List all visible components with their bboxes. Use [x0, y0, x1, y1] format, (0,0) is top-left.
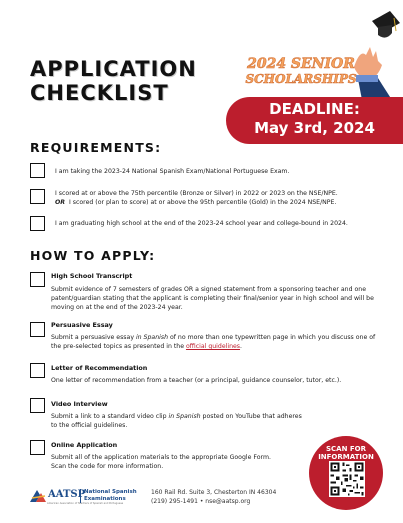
- video-body-b: posted on YouTube that adheres to the official guidelines.: [51, 413, 302, 429]
- video-body-a: Submit a link to a standard video clip: [51, 413, 169, 420]
- apply-item-essay: [51, 321, 386, 351]
- apply-item-title: Online Application: [51, 441, 118, 449]
- how-to-apply-heading: HOW TO APPLY:: [30, 248, 156, 263]
- video-body-italic: in Spanish: [168, 413, 201, 420]
- apply-checkbox-video[interactable]: [30, 398, 45, 413]
- scholarship-line-1: 2024 SENIOR: [247, 56, 355, 72]
- apply-item-title: Letter of Recommendation: [51, 364, 148, 372]
- requirements-heading: REQUIREMENTS:: [30, 140, 162, 155]
- qr-code-icon[interactable]: [329, 461, 365, 497]
- deadline-banner: [226, 97, 403, 144]
- apply-item-title: Persuasive Essay: [51, 321, 113, 329]
- essay-body-c: .: [240, 343, 242, 350]
- deadline-label: DEADLINE:: [269, 100, 360, 118]
- official-guidelines-link[interactable]: official guidelines: [185, 343, 241, 350]
- exam-name-line-1: National Spanish: [84, 489, 137, 495]
- apply-item-title: Video Interview: [51, 400, 108, 408]
- aatsp-logo-icon: [28, 488, 48, 504]
- title-line-1: APPLICATION: [30, 57, 197, 81]
- requirement-checkbox-1[interactable]: [30, 163, 45, 178]
- apply-item-body: One letter of recommendation from a teacher (or a principal, guidance counselor, tutor, etc.).: [51, 377, 342, 384]
- exam-name-line-2: Examinations: [84, 496, 126, 502]
- contact-info: [151, 489, 276, 506]
- requirement-text-1: I am taking the 2023-24 National Spanish Exam/National Portuguese Exam.: [55, 168, 290, 175]
- logo-text: AATSP: [48, 489, 86, 500]
- apply-checkbox-essay[interactable]: [30, 322, 45, 337]
- requirement-text-2: [55, 189, 385, 207]
- requirement-text-2a: I scored at or above the 75th percentile (Bronze or Silver) in 2022 or 2023 on the NSE/NPE.: [55, 190, 338, 197]
- apply-item-recommendation: [51, 364, 386, 385]
- requirement-checkbox-2[interactable]: [30, 189, 45, 204]
- address-line: 160 Rail Rd. Suite 3, Chesterton IN 46304: [151, 489, 277, 496]
- apply-checkbox-transcript[interactable]: [30, 272, 45, 287]
- nse-logo-text: [80, 489, 140, 503]
- apply-checkbox-recommendation[interactable]: [30, 363, 45, 378]
- or-label: OR: [55, 199, 66, 206]
- scan-line-1: SCAN FOR: [325, 445, 366, 453]
- deadline-date: May 3rd, 2024: [254, 119, 375, 137]
- apply-item-body: Submit evidence of 7 semesters of grades OR a signed statement from a sponsoring teacher and one patent/guardian stating that the applicant is completing their final/senior year in high school and will be moving on at the end of the 2023-24 year.: [51, 286, 374, 311]
- apply-item-body: [51, 333, 386, 351]
- requirement-checkbox-3[interactable]: [30, 216, 45, 231]
- scan-line-2: INFORMATION: [318, 453, 374, 461]
- apply-item-video: [51, 400, 386, 430]
- apply-item-body: [51, 412, 306, 430]
- essay-body-b: of no more than one typewritten page in which you discuss one of the pre-selected topics as presented in the: [51, 334, 376, 350]
- logo-tagline: American Association of Teachers of Spanish and Portuguese: [47, 502, 124, 505]
- page-title: [30, 57, 197, 105]
- title-line-2: CHECKLIST: [30, 81, 169, 105]
- apply-item-body-line1: Submit all of the application materials to the appropriate Google Form.: [51, 454, 271, 461]
- apply-item-body-line2: Scan the code for more information.: [51, 463, 164, 470]
- essay-body-a: Submit a persuasive essay: [51, 334, 136, 341]
- essay-body-italic: in Spanish: [135, 334, 168, 341]
- apply-item-transcript: [51, 272, 386, 312]
- requirement-text-3: I am graduating high school at the end of the 2023-24 school year and college-bound in 2024.: [55, 220, 348, 227]
- scholarship-line-2: SCHOLARSHIPS: [245, 72, 357, 86]
- apply-item-title: High School Transcript: [51, 272, 133, 280]
- apply-checkbox-online[interactable]: [30, 440, 45, 455]
- requirement-text-2b: I scored (or plan to score) at or above the 95th percentile (Gold) in the 2024 NSE/NPE.: [68, 199, 337, 206]
- contact-line: (219) 295-1491 • nse@aatsp.org: [151, 497, 251, 505]
- scholarship-title: [236, 57, 366, 86]
